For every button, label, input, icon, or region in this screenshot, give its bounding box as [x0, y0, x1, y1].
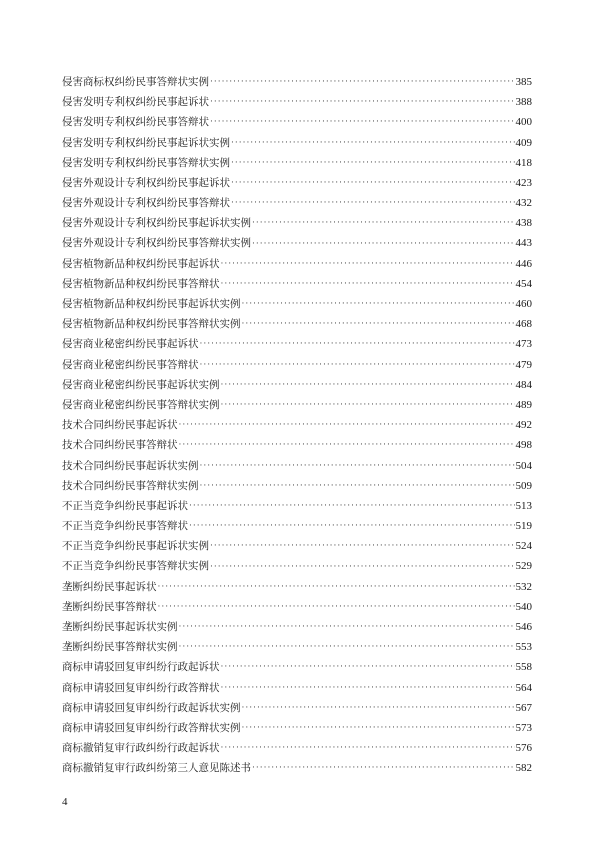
toc-entry[interactable] [62, 456, 532, 476]
toc-entry[interactable] [62, 395, 532, 415]
dot-leader [252, 213, 515, 233]
toc-entry-page: 432 [515, 197, 532, 210]
toc-entry-title: 垄断纠纷民事起诉状 [62, 580, 157, 593]
toc-entry-title: 技术合同纠纷民事起诉状实例 [62, 459, 199, 472]
dot-leader [231, 193, 515, 213]
toc-entry-page: 484 [515, 378, 532, 391]
toc-entry-title: 不正当竞争纠纷民事起诉状 [62, 499, 188, 512]
toc-entry-title: 侵害植物新品种权纠纷民事起诉状实例 [62, 298, 241, 311]
dot-leader [221, 738, 515, 758]
toc-entry-page: 388 [515, 96, 532, 109]
toc-entry[interactable] [62, 758, 532, 778]
toc-entry-title: 侵害发明专利权纠纷民事答辩状 [62, 116, 209, 129]
toc-entry-title: 侵害发明专利权纠纷民事起诉状实例 [62, 136, 230, 149]
toc-entry[interactable] [62, 718, 532, 738]
toc-entry-page: 567 [515, 701, 532, 714]
toc-entry[interactable] [62, 234, 532, 254]
dot-leader [221, 274, 515, 294]
toc-entry[interactable] [62, 294, 532, 314]
page-number: 4 [62, 796, 68, 808]
toc-entry-page: 473 [515, 338, 532, 351]
dot-leader [242, 718, 515, 738]
toc-entry-title: 侵害发明专利权纠纷民事起诉状 [62, 96, 209, 109]
toc-entry-page: 504 [515, 459, 532, 472]
dot-leader [210, 557, 515, 577]
toc-entry-title: 商标申请驳回复审纠纷行政答辩状实例 [62, 721, 241, 734]
toc-entry-page: 400 [515, 116, 532, 129]
toc-entry-title: 侵害外观设计专利权纠纷民事答辩状 [62, 197, 230, 210]
toc-entry-page: 454 [515, 277, 532, 290]
dot-leader [221, 657, 515, 677]
toc-entry[interactable] [62, 678, 532, 698]
toc-entry[interactable] [62, 476, 532, 496]
toc-entry-page: 498 [515, 439, 532, 452]
toc-entry-title: 商标申请驳回复审纠纷行政起诉状实例 [62, 701, 241, 714]
toc-entry-page: 558 [515, 661, 532, 674]
toc-entry-title: 侵害商标权纠纷民事答辩状实例 [62, 75, 209, 88]
dot-leader [200, 334, 515, 354]
toc-entry-title: 侵害商业秘密纠纷民事答辩状 [62, 358, 199, 371]
table-of-contents [62, 72, 532, 779]
toc-entry[interactable] [62, 254, 532, 274]
toc-entry[interactable] [62, 173, 532, 193]
toc-entry-title: 不正当竞争纠纷民事答辩状实例 [62, 560, 209, 573]
toc-entry-title: 侵害植物新品种权纠纷民事答辩状 [62, 277, 220, 290]
toc-entry[interactable] [62, 536, 532, 556]
toc-entry-title: 侵害商业秘密纠纷民事答辩状实例 [62, 398, 220, 411]
toc-entry[interactable] [62, 415, 532, 435]
toc-entry-page: 564 [515, 681, 532, 694]
toc-entry-page: 489 [515, 398, 532, 411]
toc-entry[interactable] [62, 153, 532, 173]
toc-entry-title: 侵害商业秘密纠纷民事起诉状实例 [62, 378, 220, 391]
dot-leader [179, 435, 515, 455]
toc-entry[interactable] [62, 274, 532, 294]
dot-leader [242, 698, 515, 718]
toc-entry[interactable] [62, 72, 532, 92]
toc-entry[interactable] [62, 577, 532, 597]
toc-entry-title: 垄断纠纷民事答辩状 [62, 600, 157, 613]
toc-entry-page: 529 [515, 560, 532, 573]
toc-entry-page: 573 [515, 721, 532, 734]
dot-leader [210, 536, 515, 556]
toc-entry-title: 侵害植物新品种权纠纷民事答辩状实例 [62, 318, 241, 331]
toc-entry-title: 垄断纠纷民事起诉状实例 [62, 621, 178, 634]
toc-entry-title: 不正当竞争纠纷民事答辩状 [62, 520, 188, 533]
dot-leader [210, 92, 515, 112]
dot-leader [242, 294, 515, 314]
toc-entry[interactable] [62, 698, 532, 718]
toc-entry[interactable] [62, 213, 532, 233]
toc-entry[interactable] [62, 637, 532, 657]
toc-entry[interactable] [62, 516, 532, 536]
toc-entry-title: 不正当竞争纠纷民事起诉状实例 [62, 540, 209, 553]
toc-entry-page: 519 [515, 520, 532, 533]
toc-entry-title: 侵害外观设计专利权纠纷民事起诉状 [62, 176, 230, 189]
toc-entry[interactable] [62, 375, 532, 395]
toc-entry[interactable] [62, 193, 532, 213]
dot-leader [231, 133, 515, 153]
toc-entry[interactable] [62, 738, 532, 758]
dot-leader [221, 375, 515, 395]
toc-entry-page: 446 [515, 257, 532, 270]
toc-entry-page: 423 [515, 176, 532, 189]
dot-leader [158, 597, 515, 617]
dot-leader [210, 72, 515, 92]
toc-entry-page: 546 [515, 621, 532, 634]
toc-entry[interactable] [62, 112, 532, 132]
dot-leader [200, 355, 515, 375]
dot-leader [231, 153, 515, 173]
toc-entry-title: 商标申请驳回复审纠纷行政答辩状 [62, 681, 220, 694]
dot-leader [179, 617, 515, 637]
toc-entry-title: 侵害外观设计专利权纠纷民事答辩状实例 [62, 237, 251, 250]
dot-leader [200, 476, 515, 496]
dot-leader [200, 456, 515, 476]
dot-leader [210, 112, 515, 132]
toc-entry[interactable] [62, 617, 532, 637]
toc-entry[interactable] [62, 557, 532, 577]
toc-list [62, 72, 532, 779]
dot-leader [179, 415, 515, 435]
toc-entry-page: 418 [515, 156, 532, 169]
toc-entry[interactable] [62, 92, 532, 112]
toc-entry-title: 商标申请驳回复审纠纷行政起诉状 [62, 661, 220, 674]
dot-leader [221, 254, 515, 274]
dot-leader [221, 678, 515, 698]
toc-entry-title: 侵害植物新品种权纠纷民事起诉状 [62, 257, 220, 270]
toc-entry-page: 553 [515, 641, 532, 654]
dot-leader [221, 395, 515, 415]
toc-entry-page: 582 [515, 762, 532, 775]
toc-entry-title: 侵害发明专利权纠纷民事答辩状实例 [62, 156, 230, 169]
toc-entry-title: 商标撤销复审行政纠纷第三人意见陈述书 [62, 762, 251, 775]
toc-entry[interactable] [62, 657, 532, 677]
toc-entry-page: 524 [515, 540, 532, 553]
toc-entry-title: 商标撤销复审行政纠纷行政起诉状 [62, 742, 220, 755]
toc-entry-page: 513 [515, 499, 532, 512]
toc-entry-page: 540 [515, 600, 532, 613]
toc-entry-page: 443 [515, 237, 532, 250]
dot-leader [179, 637, 515, 657]
toc-entry-page: 385 [515, 75, 532, 88]
toc-entry-page: 532 [515, 580, 532, 593]
dot-leader [242, 314, 515, 334]
toc-entry-page: 460 [515, 298, 532, 311]
dot-leader [158, 577, 515, 597]
toc-entry-title: 侵害商业秘密纠纷民事起诉状 [62, 338, 199, 351]
toc-entry[interactable] [62, 334, 532, 354]
toc-entry-page: 576 [515, 742, 532, 755]
dot-leader [231, 173, 515, 193]
toc-entry[interactable] [62, 435, 532, 455]
toc-entry[interactable] [62, 133, 532, 153]
toc-entry-page: 492 [515, 419, 532, 432]
toc-entry[interactable] [62, 597, 532, 617]
toc-entry-title: 技术合同纠纷民事答辩状实例 [62, 479, 199, 492]
toc-entry-title: 垄断纠纷民事答辩状实例 [62, 641, 178, 654]
toc-entry-page: 468 [515, 318, 532, 331]
toc-entry-page: 438 [515, 217, 532, 230]
toc-entry-page: 509 [515, 479, 532, 492]
dot-leader [189, 496, 515, 516]
toc-entry[interactable] [62, 496, 532, 516]
toc-entry[interactable] [62, 355, 532, 375]
dot-leader [252, 758, 515, 778]
dot-leader [189, 516, 515, 536]
toc-entry[interactable] [62, 314, 532, 334]
toc-entry-title: 技术合同纠纷民事起诉状 [62, 419, 178, 432]
toc-entry-page: 409 [515, 136, 532, 149]
dot-leader [252, 234, 515, 254]
toc-entry-title: 技术合同纠纷民事答辩状 [62, 439, 178, 452]
toc-entry-title: 侵害外观设计专利权纠纷民事起诉状实例 [62, 217, 251, 230]
toc-entry-page: 479 [515, 358, 532, 371]
